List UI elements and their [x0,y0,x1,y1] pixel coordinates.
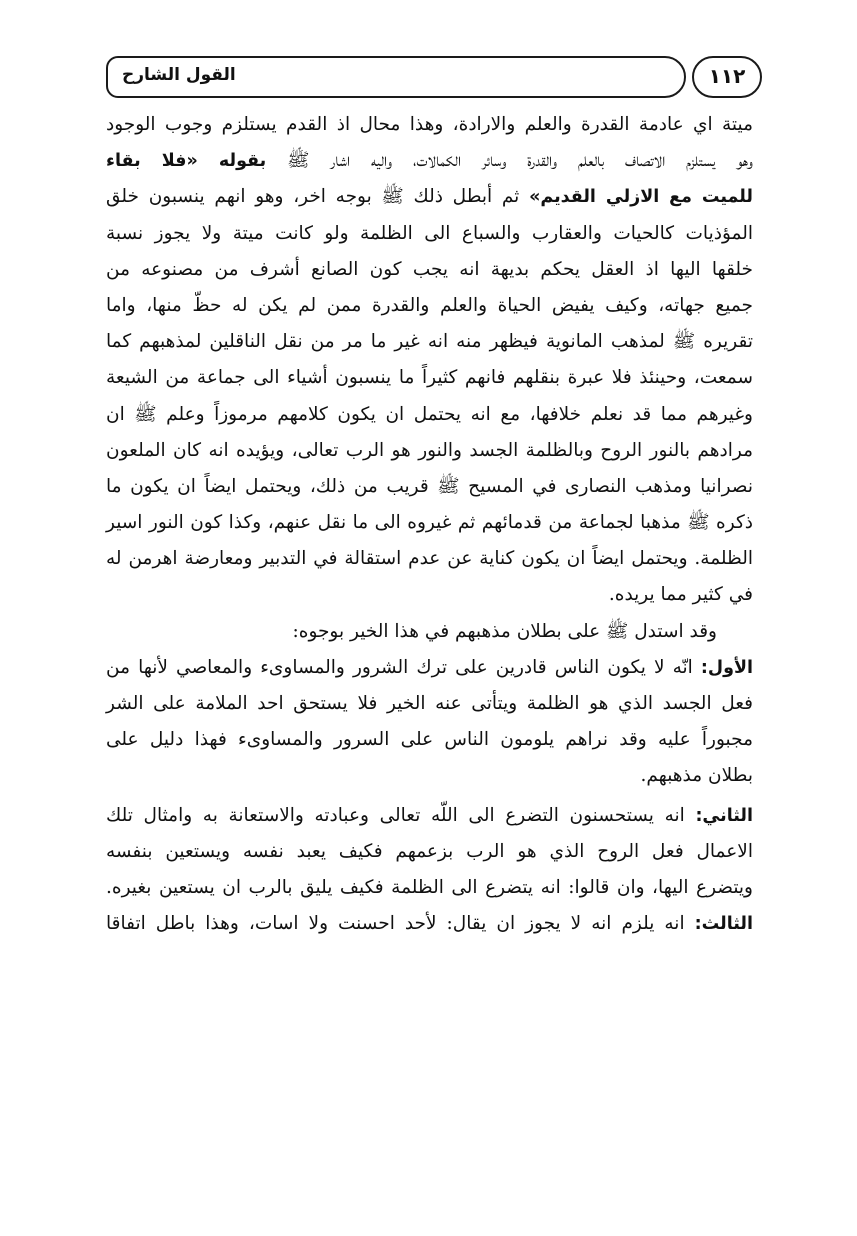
line-text: ثم أبطل ذلك ﷺ بوجه اخر، وهو انهم ينسبون خلق [106,186,530,208]
line-text: سمعت، وحينئذ فلا عبرة بنقلهم فانهم كثيراً ما ينسبون أشياء الى جماعة من الشيعة [106,367,753,389]
line-text: وغيرهم مما قد نعلم خلافها، مع انه يحتمل ان يكون كلامهم مرموزاً وعلم ﷺ ان [106,403,753,425]
line-text: تقريره ﷺ لمذهب المانوية فيظهر منه انه غير ما مر من نقل الناقلين لمذهبهم كما [106,331,753,353]
line-text: بطلان مذهبهم. [640,765,753,787]
text-line [106,505,753,541]
page-header [106,56,762,98]
text-line [106,906,753,942]
body-text [106,107,753,942]
text-line [106,722,753,758]
line-text: انه يلزم انه لا يجوز ان يقال: لأحد احسنت ولا اسات، وهذا باطل اتفاقا [106,913,695,935]
text-line [106,107,753,143]
page-number-frame [692,56,762,98]
text-line [106,650,753,686]
running-title-frame [106,56,686,98]
line-text: انّه لا يكون الناس قادرين على ترك الشرور والمساوىء والمعاصي لأنها من [106,656,701,678]
line-text: انه يستحسنون التضرع الى اللّه تعالى وعبادته والاستعانة به وامثال تلك [106,804,696,826]
page-number: ١١٢ [708,64,746,88]
text-line [106,541,753,577]
text-line [106,216,753,252]
running-title: القول الشارح [122,65,236,85]
line-text: نصرانيا ومذهب النصارى في المسيح ﷺ قريب من ذلك، ويحتمل ايضاً ان يكون ما [106,475,753,497]
text-line [106,870,753,906]
text-line [106,577,753,613]
text-line [106,179,753,215]
line-text: وهو يستلزم الاتصاف بالعلم والقدرة وسائر الكمالات، واليه اشار ﷺ [266,150,753,172]
line-text: ميتة اي عادمة القدرة والعلم والارادة، وهذا محال اذ القدم يستلزم وجوب الوجود [106,114,753,135]
line-text: المؤذيات كالحيات والعقارب والسباع الى الظلمة ولو كانت ميتة ولا يجوز نسبة [106,222,753,244]
line-text: وقد استدل ﷺ على بطلان مذهبهم في هذا الخير بوجوه: [292,620,717,642]
text-line [106,252,753,288]
line-text: مجبوراً عليه وقد نراهم يلومون الناس على السرور والمساوىء فهذا دليل على [106,729,753,751]
text-line [106,686,753,722]
text-line [106,143,753,179]
bold-tail-text: بقوله «فلا بقاء [106,151,267,172]
text-line [106,397,753,433]
bold-lead-text: الثاني: [695,805,753,826]
text-line [106,324,753,360]
bold-lead-text: للميت مع الازلي القديم» [529,187,754,208]
line-text: في كثير مما يريده. [608,584,753,606]
line-text: فعل الجسد الذي هو الظلمة ويتأتى عنه الخير فلا يستحق احد الملامة على الشر [106,693,753,714]
line-text: ذكره ﷺ مذهبا لجماعة من قدمائهم ثم غيروه الى ما نقل عنهم، وكذا كون النور اسير [106,512,753,534]
line-text: ويتضرع اليها، وان قالوا: انه يتضرع الى الظلمة فكيف يليق بالرب ان يستعين بغيره. [106,876,753,898]
bold-lead-text: الأول: [700,657,753,678]
line-text: جميع جهاته، وكيف يفيض الحياة والعلم والقدرة ممن لم يكن له حظّ منها، واما [106,294,753,316]
text-line [106,469,753,505]
text-line [106,433,753,469]
text-line [106,834,753,870]
bold-lead-text: الثالث: [694,914,753,935]
line-text: الاعمال فعل الروح الذي هو الرب بزعمهم فكيف يعبد نفسه ويستعين بنفسه [106,840,753,862]
text-line [106,758,753,794]
text-line [106,614,753,650]
line-text: الظلمة. ويحتمل ايضاً ان يكون كناية عن عدم استقالة في التدبير ومعارضة اهرمن له [106,548,753,570]
text-line [106,798,753,834]
text-line [106,360,753,396]
text-line [106,288,753,324]
line-text: مرادهم بالنور الروح وبالظلمة الجسد والنور هو الرب تعالى، ويؤيده انه كان الملعون [106,439,753,461]
line-text: خلقها اليها اذ العقل يحكم بديهة انه يجب كون الصانع أشرف من مصنوعه من [106,258,753,280]
